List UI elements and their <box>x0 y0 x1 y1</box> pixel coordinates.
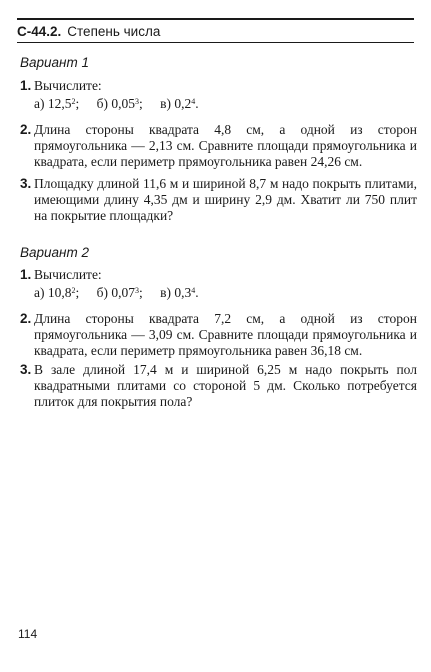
v2-task-2 <box>20 311 417 359</box>
variant-1-title: Вариант 1 <box>20 55 89 70</box>
task-text: Длина стороны квадрата 7,2 см, а одной из сторон прямоугольника — 3,09 см. Сравните площади прямоугольника и квадрата, если периметр прямоугольника равен 36,18 см. <box>34 311 417 358</box>
task-text: В зале длиной 17,4 м и шириной 6,25 м надо покрыть пол квадратными плитами со стороной 5 дм. Сколько потребуется плиток для покрытия пола? <box>34 362 417 409</box>
calc-item-a: а) 10,8$^2$; <box>34 285 80 300</box>
calc-items <box>34 285 417 301</box>
v1-task-3 <box>20 176 417 224</box>
v1-task-1 <box>20 78 417 112</box>
task-number: 3. <box>20 176 32 191</box>
calc-item-b: б) 0,05$^3$; <box>96 96 143 111</box>
task-number: 2. <box>20 122 32 137</box>
task-number: 1. <box>20 78 32 93</box>
section-title: Степень числа <box>67 23 161 39</box>
calc-items <box>34 96 417 112</box>
v1-task-2 <box>20 122 417 170</box>
calc-item-c: в) $0,3^4$. <box>160 285 199 300</box>
page-number: 114 <box>18 627 38 641</box>
task-number: 2. <box>20 311 32 326</box>
task-text: Вычислите: <box>34 267 102 282</box>
calc-item-b: б) 0,07$^3$; <box>96 285 143 300</box>
task-number: 3. <box>20 362 32 377</box>
section-header <box>17 18 414 43</box>
calc-item-c: в) $0,2^4$. <box>160 96 199 111</box>
task-number: 1. <box>20 267 32 282</box>
section-code: С-44.2. <box>17 23 62 39</box>
task-text: Площадку длиной 11,6 м и шириной 8,7 м надо покрыть плитами, имеющими длину 4,35 дм и ширину 2,9 дм. Хватит ли 750 плит на покрытие площадки? <box>34 176 417 223</box>
task-text: Длина стороны квадрата 4,8 см, а одной из сторон прямоугольника — 2,13 см. Сравните площади прямоугольника и квадрата, если периметр прямоугольника равен 24,26 см. <box>34 122 417 169</box>
task-text: Вычислите: <box>34 78 102 93</box>
v2-task-1 <box>20 267 417 301</box>
variant-2-title: Вариант 2 <box>20 245 89 260</box>
calc-item-a: а) 12,5$^2$; <box>34 96 80 111</box>
v2-task-3 <box>20 362 417 410</box>
